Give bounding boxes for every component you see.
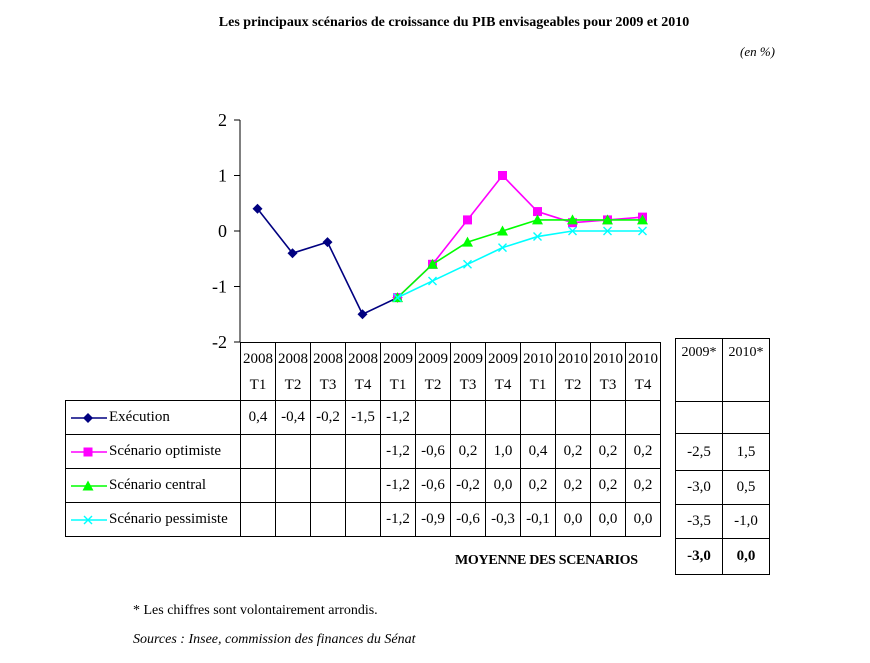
data-label-cell: [276, 469, 311, 503]
data-point-scenario-pessimiste: [429, 277, 437, 285]
data-label-cell: 0,2: [591, 435, 626, 469]
annual-empty-cell: [676, 402, 723, 434]
x-marker-stroke: [569, 227, 577, 235]
data-label-cell: 0,2: [556, 435, 591, 469]
data-label-cell: [346, 435, 381, 469]
legend-item-scenario-optimiste: [66, 435, 241, 469]
legend-swatch-icon: [69, 408, 107, 428]
data-point-scenario-central: [532, 214, 543, 224]
data-point-scenario-optimiste: [533, 207, 542, 216]
data-label-cell: 0,2: [521, 469, 556, 503]
annual-average-cell: 0,0: [723, 539, 770, 575]
data-point-execution: [288, 248, 298, 258]
table-corner: [66, 343, 241, 401]
legend-item-scenario-central: [66, 469, 241, 503]
category-label: 2008 T2: [276, 343, 311, 401]
data-point-execution: [323, 237, 333, 247]
category-label: 2010 T2: [556, 343, 591, 401]
annual-row: [676, 471, 770, 505]
data-point-scenario-optimiste: [498, 171, 507, 180]
data-label-cell: [591, 401, 626, 435]
data-point-scenario-pessimiste: [604, 227, 612, 235]
data-label-cell: [486, 401, 521, 435]
data-label-cell: 1,0: [486, 435, 521, 469]
annual-value-cell: -1,0: [723, 505, 770, 539]
category-label: 2008 T3: [311, 343, 346, 401]
data-point-scenario-pessimiste: [569, 227, 577, 235]
data-label-cell: 0,2: [591, 469, 626, 503]
series-line-execution: [258, 209, 398, 314]
data-label-cell: -1,2: [381, 401, 416, 435]
legend-swatch-icon: [69, 510, 107, 530]
annual-value-cell: -3,5: [676, 505, 723, 539]
series-line-scenario-central: [398, 220, 643, 298]
category-label: 2009 T4: [486, 343, 521, 401]
annual-empty-cell: [723, 402, 770, 434]
annual-row: [676, 505, 770, 539]
x-marker-stroke: [429, 277, 437, 285]
data-label-cell: [276, 435, 311, 469]
data-label-cell: -0,4: [276, 401, 311, 435]
data-label-cell: [241, 435, 276, 469]
data-label-cell: [416, 401, 451, 435]
table-row: [66, 401, 661, 435]
data-label-cell: 0,2: [626, 435, 661, 469]
data-point-scenario-pessimiste: [639, 227, 647, 235]
legend-label: Scénario pessimiste: [109, 511, 228, 527]
series-line-scenario-pessimiste: [398, 231, 643, 298]
data-label-cell: [626, 401, 661, 435]
data-label-cell: -0,6: [451, 503, 486, 537]
x-marker-stroke: [639, 227, 647, 235]
annual-header-cell: 2010*: [723, 339, 770, 402]
data-label-cell: [311, 503, 346, 537]
data-point-scenario-pessimiste: [394, 294, 402, 302]
data-label-cell: -0,9: [416, 503, 451, 537]
data-table: [65, 342, 661, 537]
annual-empty-row: [676, 402, 770, 434]
table-row: [66, 469, 661, 503]
data-label-cell: 0,2: [451, 435, 486, 469]
data-label-cell: [311, 435, 346, 469]
annual-average-cell: -3,0: [676, 539, 723, 575]
data-label-cell: [346, 469, 381, 503]
square-marker-icon: [84, 447, 93, 456]
category-label: 2009 T1: [381, 343, 416, 401]
legend-swatch-icon: [69, 442, 107, 462]
annual-header-cell: 2009*: [676, 339, 723, 402]
data-label-cell: -0,6: [416, 469, 451, 503]
chart-title: Les principaux scénarios de croissance du PIB envisageables pour 2009 et 2010: [218, 15, 690, 30]
x-marker-stroke: [569, 227, 577, 235]
data-point-scenario-pessimiste: [464, 260, 472, 268]
legend-item-execution: [66, 401, 241, 435]
data-point-execution: [393, 293, 403, 303]
data-point-scenario-central: [602, 214, 613, 224]
data-point-scenario-central: [497, 226, 508, 236]
data-label-cell: -1,2: [381, 469, 416, 503]
annual-value-cell: -3,0: [676, 471, 723, 505]
data-point-scenario-optimiste: [638, 213, 647, 222]
x-marker-stroke: [464, 260, 472, 268]
data-label-cell: 0,4: [241, 401, 276, 435]
data-label-cell: -0,2: [451, 469, 486, 503]
data-label-cell: -0,1: [521, 503, 556, 537]
x-marker-stroke: [604, 227, 612, 235]
data-point-scenario-pessimiste: [534, 233, 542, 241]
x-marker-stroke: [394, 294, 402, 302]
x-marker-stroke: [499, 244, 507, 252]
unit-note: (en %): [739, 44, 775, 59]
x-marker-stroke: [464, 260, 472, 268]
data-point-scenario-optimiste: [603, 215, 612, 224]
y-tick-label: 1: [218, 165, 227, 186]
data-label-cell: 0,2: [556, 469, 591, 503]
data-label-cell: -0,6: [416, 435, 451, 469]
data-label-cell: [521, 401, 556, 435]
data-point-scenario-optimiste: [463, 215, 472, 224]
data-point-scenario-optimiste: [428, 260, 437, 269]
data-label-cell: -1,5: [346, 401, 381, 435]
x-marker-stroke: [499, 244, 507, 252]
data-label-cell: -0,2: [311, 401, 346, 435]
data-point-execution: [358, 309, 368, 319]
annual-row: [676, 434, 770, 471]
data-point-scenario-central: [427, 259, 438, 269]
legend-label: Scénario optimiste: [109, 443, 222, 459]
x-marker-stroke: [429, 277, 437, 285]
y-tick-label: -1: [212, 276, 227, 297]
category-label: 2008 T4: [346, 343, 381, 401]
legend-label: Exécution: [109, 409, 170, 425]
annual-value-cell: 0,5: [723, 471, 770, 505]
data-point-scenario-central: [567, 214, 578, 224]
data-label-cell: 0,0: [626, 503, 661, 537]
x-marker-stroke: [534, 233, 542, 241]
data-point-scenario-central: [637, 214, 648, 224]
data-label-cell: [451, 401, 486, 435]
annual-value-cell: -2,5: [676, 434, 723, 471]
annual-header-row: [676, 339, 770, 402]
y-tick-label: 0: [218, 221, 227, 241]
annual-value-cell: 1,5: [723, 434, 770, 471]
x-marker-stroke: [604, 227, 612, 235]
data-label-cell: [241, 469, 276, 503]
data-point-scenario-central: [392, 292, 403, 302]
category-label: 2008 T1: [241, 343, 276, 401]
category-label: 2009 T3: [451, 343, 486, 401]
data-point-scenario-optimiste: [568, 218, 577, 227]
data-point-execution: [253, 204, 263, 214]
data-label-cell: 0,0: [556, 503, 591, 537]
footnote: * Les chiffres sont volontairement arrondis.: [133, 603, 378, 618]
category-label: 2009 T2: [416, 343, 451, 401]
category-header-row: [66, 343, 661, 401]
legend-swatch-icon: [69, 476, 107, 496]
annual-table: [675, 338, 770, 575]
data-label-cell: 0,0: [486, 469, 521, 503]
legend-label: Scénario central: [109, 477, 207, 493]
x-marker-stroke: [394, 294, 402, 302]
y-tick-label: -2: [212, 332, 227, 352]
data-label-cell: [311, 469, 346, 503]
data-label-cell: -1,2: [381, 503, 416, 537]
category-label: 2010 T3: [591, 343, 626, 401]
data-label-cell: [241, 503, 276, 537]
annual-average-row: [676, 539, 770, 575]
legend-item-scenario-pessimiste: [66, 503, 241, 537]
data-point-scenario-optimiste: [393, 293, 402, 302]
table-row: [66, 503, 661, 537]
category-label: 2010 T4: [626, 343, 661, 401]
data-label-cell: 0,4: [521, 435, 556, 469]
x-marker-stroke: [534, 233, 542, 241]
data-label-cell: -0,3: [486, 503, 521, 537]
category-label: 2010 T1: [521, 343, 556, 401]
average-label: MOYENNE DES SCENARIOS: [455, 553, 638, 568]
diamond-marker-icon: [83, 413, 93, 423]
data-label-cell: [556, 401, 591, 435]
data-point-scenario-central: [462, 237, 473, 247]
data-label-cell: 0,0: [591, 503, 626, 537]
x-marker-stroke: [639, 227, 647, 235]
table-row: [66, 435, 661, 469]
y-tick-label: 2: [218, 110, 227, 130]
data-point-scenario-pessimiste: [499, 244, 507, 252]
series-line-scenario-optimiste: [398, 176, 643, 298]
data-label-cell: [276, 503, 311, 537]
source-note: Sources : Insee, commission des finances du Sénat: [133, 632, 416, 647]
data-label-cell: -1,2: [381, 435, 416, 469]
data-label-cell: [346, 503, 381, 537]
data-label-cell: 0,2: [626, 469, 661, 503]
